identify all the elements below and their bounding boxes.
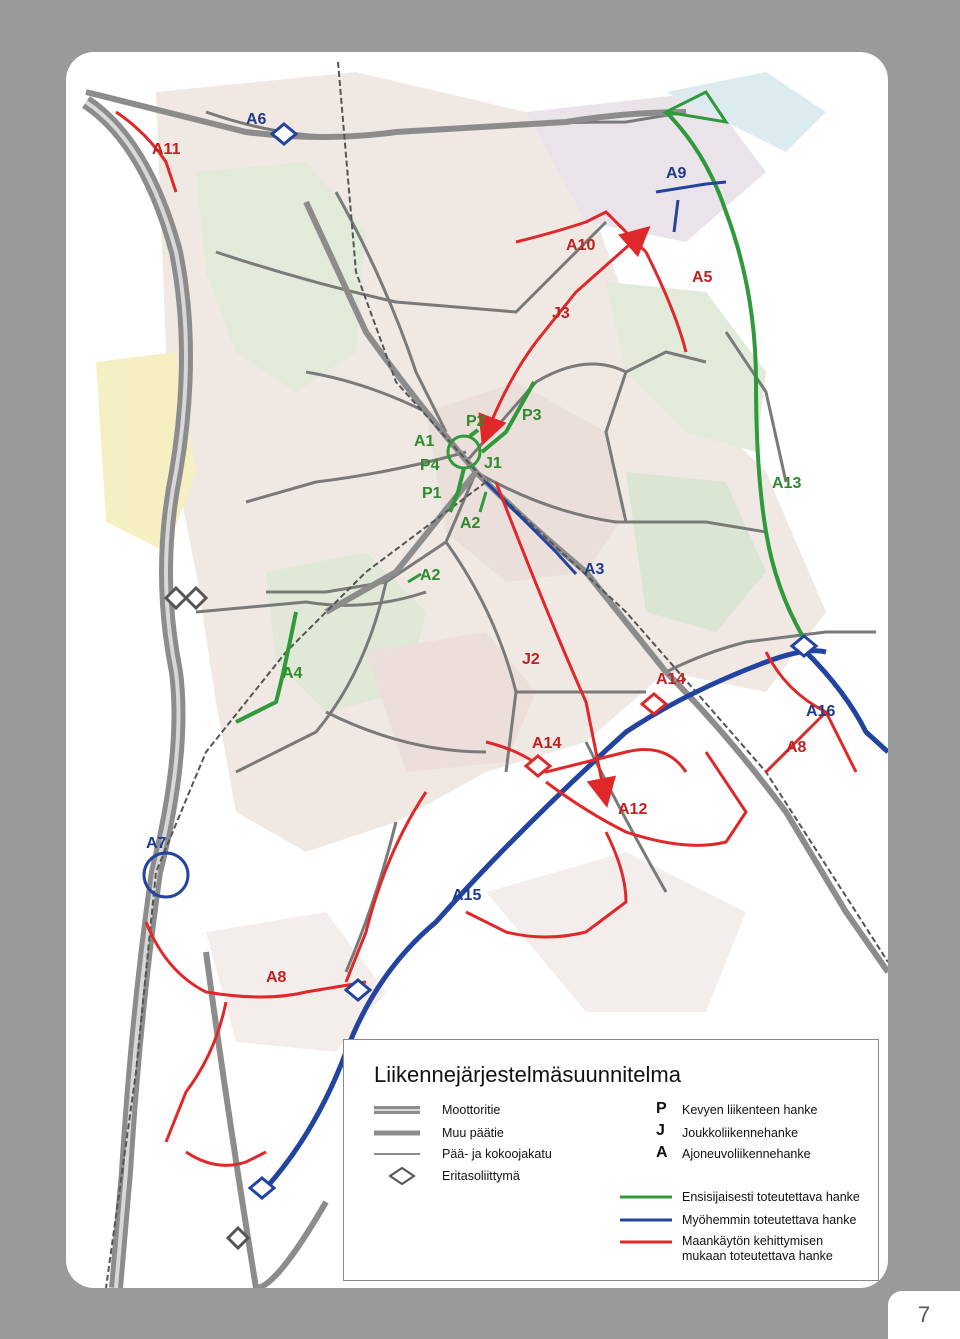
- label-a5: A5: [692, 269, 713, 286]
- label-j3: J3: [552, 305, 570, 322]
- legend-title: Liikennejärjestelmäsuunnitelma: [374, 1062, 681, 1087]
- legend-main-road: Muu päätie: [442, 1126, 504, 1140]
- legend-red-label-2: mukaan toteutettava hanke: [682, 1249, 833, 1263]
- legend-p-letter: P: [656, 1100, 667, 1117]
- label-a16: A16: [806, 703, 836, 720]
- legend-red-label-1: Maankäytön kehittymisen: [682, 1234, 824, 1248]
- legend-collector: Pää- ja kokoojakatu: [442, 1147, 552, 1161]
- label-a8-south: A8: [266, 969, 287, 986]
- label-a7: A7: [146, 835, 167, 852]
- label-p2: P2: [466, 413, 486, 430]
- label-j2: J2: [522, 651, 540, 668]
- label-a2-west: A2: [420, 567, 441, 584]
- label-a11: A11: [152, 141, 181, 158]
- legend-green-label: Ensisijaisesti toteutettava hanke: [682, 1190, 860, 1204]
- page-number: 7: [888, 1291, 960, 1339]
- label-a8-east: A8: [786, 739, 807, 756]
- interchange-symbol: [390, 1168, 414, 1184]
- a8-south-bottom: [186, 1152, 266, 1165]
- legend-j-label: Joukkoliikennehanke: [682, 1126, 799, 1140]
- legend-blue-label: Myöhemmin toteutettava hanke: [682, 1213, 857, 1227]
- label-a10: A10: [566, 237, 596, 254]
- label-j1: J1: [484, 455, 502, 472]
- legend-motorway: Moottoritie: [442, 1103, 501, 1117]
- legend-a-label: Ajoneuvoliikennehanke: [682, 1147, 811, 1161]
- label-a15: A15: [452, 887, 482, 904]
- label-a13: A13: [772, 475, 802, 492]
- label-p3: P3: [522, 407, 542, 424]
- legend-j-letter: J: [656, 1122, 665, 1139]
- legend-p-label: Kevyen liikenteen hanke: [682, 1103, 818, 1117]
- a16-route: [806, 652, 888, 752]
- label-p4: P4: [420, 457, 440, 474]
- label-a9: A9: [666, 165, 687, 182]
- legend: [343, 1039, 879, 1281]
- label-a12: A12: [618, 801, 648, 818]
- label-a1: A1: [414, 433, 435, 450]
- label-a3: A3: [584, 561, 605, 578]
- label-a14-west: A14: [532, 735, 562, 752]
- label-a4: A4: [282, 665, 303, 682]
- label-a2-center: A2: [460, 515, 481, 532]
- label-a14-east: A14: [656, 671, 686, 688]
- label-a6: A6: [246, 111, 267, 128]
- legend-interchange: Eritasoliittymä: [442, 1169, 520, 1183]
- label-p1: P1: [422, 485, 442, 502]
- legend-a-letter: A: [656, 1144, 668, 1161]
